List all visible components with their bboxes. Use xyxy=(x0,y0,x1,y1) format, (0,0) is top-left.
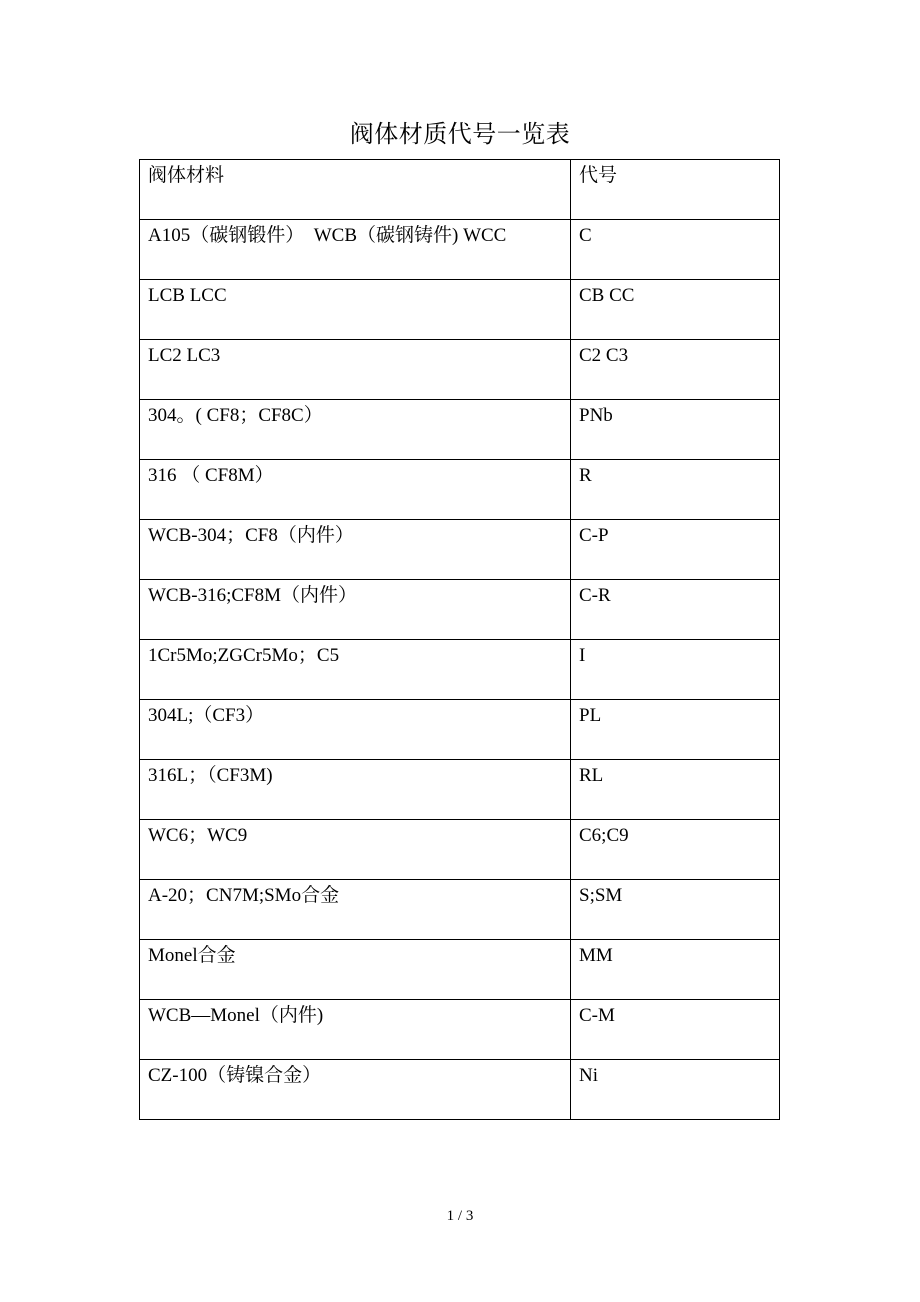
page-title: 阀体材质代号一览表 xyxy=(349,122,571,148)
page-number: 1 / 3 xyxy=(446,1208,474,1224)
code-cell: I xyxy=(571,640,780,700)
table-row xyxy=(140,520,780,580)
code-cell: C-M xyxy=(571,1000,780,1060)
material-cell: WCB—Monel（内件) xyxy=(140,1000,571,1060)
material-code-table xyxy=(139,159,780,1120)
code-cell: S;SM xyxy=(571,880,780,940)
table-row xyxy=(140,820,780,880)
table-row xyxy=(140,460,780,520)
code-cell: R xyxy=(571,460,780,520)
header-material: 阀体材料 xyxy=(140,160,571,220)
table-row xyxy=(140,640,780,700)
material-cell: Monel合金 xyxy=(140,940,571,1000)
material-cell: LC2 LC3 xyxy=(140,340,571,400)
material-cell: 1Cr5Mo;ZGCr5Mo；C5 xyxy=(140,640,571,700)
code-cell: C xyxy=(571,220,780,280)
header-code: 代号 xyxy=(571,160,780,220)
code-cell: C-P xyxy=(571,520,780,580)
table-row xyxy=(140,400,780,460)
material-cell: WCB-304；CF8（内件） xyxy=(140,520,571,580)
material-cell: WCB-316;CF8M（内件） xyxy=(140,580,571,640)
code-cell: PL xyxy=(571,700,780,760)
table-row xyxy=(140,220,780,280)
material-cell: A105（碳钢锻件） WCB（碳钢铸件) WCC xyxy=(140,220,571,280)
code-cell: CB CC xyxy=(571,280,780,340)
code-cell: C2 C3 xyxy=(571,340,780,400)
table-row xyxy=(140,580,780,640)
table-body xyxy=(140,160,780,1120)
material-cell: 316L；（CF3M) xyxy=(140,760,571,820)
table-row xyxy=(140,1060,780,1120)
material-cell: CZ-100（铸镍合金） xyxy=(140,1060,571,1120)
table-row xyxy=(140,760,780,820)
code-cell: PNb xyxy=(571,400,780,460)
code-cell: C-R xyxy=(571,580,780,640)
material-cell: WC6；WC9 xyxy=(140,820,571,880)
code-cell: Ni xyxy=(571,1060,780,1120)
material-cell: A-20；CN7M;SMo合金 xyxy=(140,880,571,940)
table-row xyxy=(140,280,780,340)
code-cell: C6;C9 xyxy=(571,820,780,880)
table-row xyxy=(140,1000,780,1060)
table-row xyxy=(140,700,780,760)
material-cell: 316 （ CF8M） xyxy=(140,460,571,520)
table-row xyxy=(140,340,780,400)
code-cell: MM xyxy=(571,940,780,1000)
code-cell: RL xyxy=(571,760,780,820)
table-header-row xyxy=(140,160,780,220)
table-row xyxy=(140,880,780,940)
material-cell: 304。( CF8；CF8C） xyxy=(140,400,571,460)
table-row xyxy=(140,940,780,1000)
material-cell: LCB LCC xyxy=(140,280,571,340)
material-cell: 304L;（CF3） xyxy=(140,700,571,760)
